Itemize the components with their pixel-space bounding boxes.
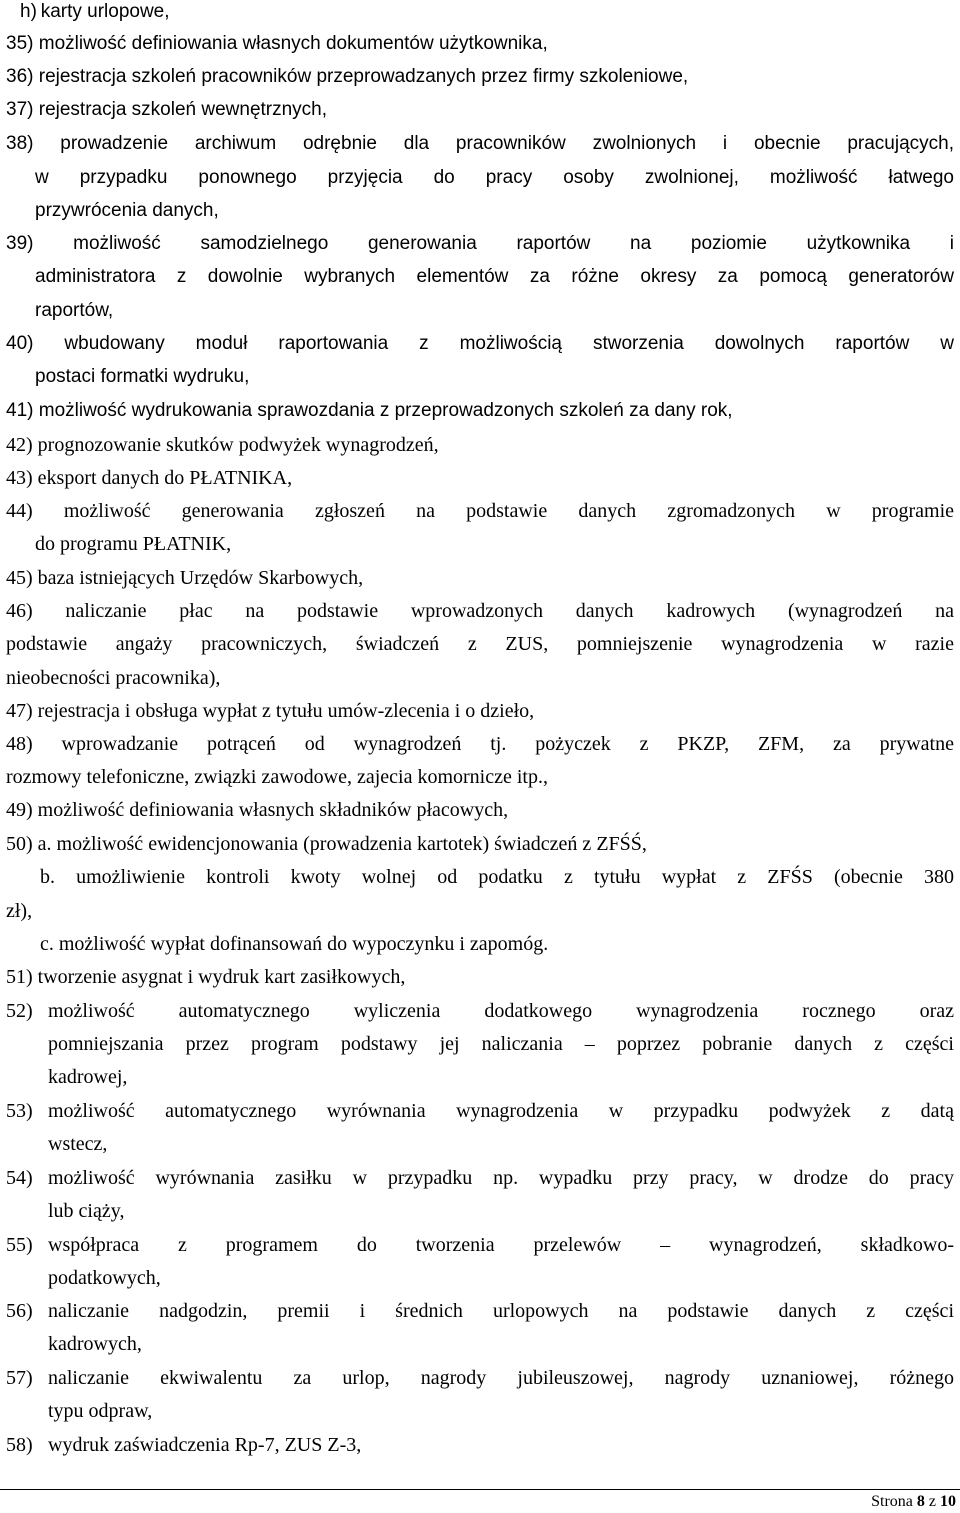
total-pages: 10: [940, 1493, 956, 1510]
list-item-47: 47) rejestracja i obsługa wypłat z tytułu umów-zlecenia i o dzieło,: [6, 700, 535, 722]
list-item-39-cont: administratora z dowolnie wybranych elementów za różne okresy za pomocą generatorów: [35, 266, 954, 287]
list-item-50a: 50) a. możliwość ewidencjonowania (prowadzenia kartotek) świadczeń z ZFŚŚ,: [6, 833, 647, 855]
footer-rule: [0, 1489, 960, 1490]
list-number-58: 58): [6, 1434, 33, 1456]
list-item-46-cont: podstawie angaży pracowniczych, świadczeń z ZUS, pomniejszenie wynagrodzenia w razie: [6, 633, 954, 655]
list-item-44: 44) możliwość generowania zgłoszeń na podstawie danych zgromadzonych w programie: [6, 500, 954, 522]
list-item-50b-cont: zł),: [6, 900, 33, 922]
list-item-36: 36) rejestracja szkoleń pracowników przeprowadzanych przez firmy szkoleniowe,: [6, 66, 689, 87]
list-item-53: możliwość automatycznego wyrównania wynagrodzenia w przypadku podwyżek z datą: [48, 1100, 954, 1122]
list-number-57: 57): [6, 1367, 33, 1389]
list-item-39-cont: raportów,: [35, 300, 114, 321]
list-item-56: naliczanie nadgodzin, premii i średnich urlopowych na podstawie danych z części: [48, 1300, 954, 1322]
list-item-52-cont: pomniejszania przez program podstawy jej naliczania – poprzez pobranie danych z części: [48, 1033, 954, 1055]
list-number-55: 55): [6, 1234, 33, 1256]
list-number-52: 52): [6, 1000, 33, 1022]
list-item-37: 37) rejestracja szkoleń wewnętrznych,: [6, 99, 328, 120]
list-item-57-cont: typu odpraw,: [48, 1400, 153, 1422]
list-item-56-cont: kadrowych,: [48, 1333, 142, 1355]
list-item-54-cont: lub ciąży,: [48, 1200, 125, 1222]
list-item-39: 39) możliwość samodzielnego generowania raportów na poziomie użytkownika i: [6, 233, 954, 254]
list-item-38: 38) prowadzenie archiwum odrębnie dla pracowników zwolnionych i obecnie pracujących,: [6, 133, 954, 154]
list-item-55-cont: podatkowych,: [48, 1267, 161, 1289]
list-number-56: 56): [6, 1300, 33, 1322]
list-line: h) karty urlopowe,: [20, 1, 170, 22]
list-item-42: 42) prognozowanie skutków podwyżek wynagrodzeń,: [6, 434, 439, 456]
list-item-38-cont: w przypadku ponownego przyjęcia do pracy osoby zwolnionej, możliwość łatwego: [35, 167, 954, 188]
page-separator: z: [928, 1493, 936, 1510]
list-number-54: 54): [6, 1167, 33, 1189]
list-item-53-cont: wstecz,: [48, 1133, 108, 1155]
list-item-58: wydruk zaświadczenia Rp-7, ZUS Z-3,: [48, 1434, 362, 1456]
current-page: 8: [916, 1493, 925, 1510]
list-item-43: 43) eksport danych do PŁATNIKA,: [6, 467, 293, 489]
list-item-51: 51) tworzenie asygnat i wydruk kart zasiłkowych,: [6, 966, 406, 988]
list-item-52: możliwość automatycznego wyliczenia dodatkowego wynagrodzenia rocznego oraz: [48, 1000, 954, 1022]
list-item-49: 49) możliwość definiowania własnych składników płacowych,: [6, 799, 509, 821]
list-item-46: 46) naliczanie płac na podstawie wprowadzonych danych kadrowych (wynagrodzeń na: [6, 600, 954, 622]
page-number: [871, 1492, 956, 1512]
list-item-35: 35) możliwość definiowania własnych dokumentów użytkownika,: [6, 33, 548, 54]
list-item-41: 41) możliwość wydrukowania sprawozdania z przeprowadzonych szkoleń za dany rok,: [6, 400, 733, 421]
list-item-48-cont: rozmowy telefoniczne, związki zawodowe, zajecia komornicze itp.,: [6, 766, 548, 788]
list-number-53: 53): [6, 1100, 33, 1122]
list-item-40: 40) wbudowany moduł raportowania z możliwością stworzenia dowolnych raportów w: [6, 333, 954, 354]
list-item-57: naliczanie ekwiwalentu za urlop, nagrody jubileuszowej, nagrody uznaniowej, różnego: [48, 1367, 954, 1389]
list-item-48: 48) wprowadzanie potrąceń od wynagrodzeń tj. pożyczek z PKZP, ZFM, za prywatne: [6, 733, 954, 755]
list-item-46-cont: nieobecności pracownika),: [6, 667, 221, 689]
list-item-40-cont: postaci formatki wydruku,: [35, 366, 250, 387]
list-item-44-cont: do programu PŁATNIK,: [35, 533, 232, 555]
list-item-52-cont: kadrowej,: [48, 1066, 128, 1088]
page-label: Strona: [871, 1493, 913, 1510]
list-item-54: możliwość wyrównania zasiłku w przypadku np. wypadku przy pracy, w drodze do pracy: [48, 1167, 954, 1189]
list-item-50b: b. umożliwienie kontroli kwoty wolnej od podatku z tytułu wypłat z ZFŚS (obecnie 380: [40, 866, 954, 888]
list-item-55: współpraca z programem do tworzenia przelewów – wynagrodzeń, składkowo-: [48, 1234, 954, 1256]
list-item-50c: c. możliwość wypłat dofinansowań do wypoczynku i zapomóg.: [40, 933, 549, 955]
list-item-45: 45) baza istniejących Urzędów Skarbowych,: [6, 567, 364, 589]
list-item-38-cont: przywrócenia danych,: [35, 200, 219, 221]
